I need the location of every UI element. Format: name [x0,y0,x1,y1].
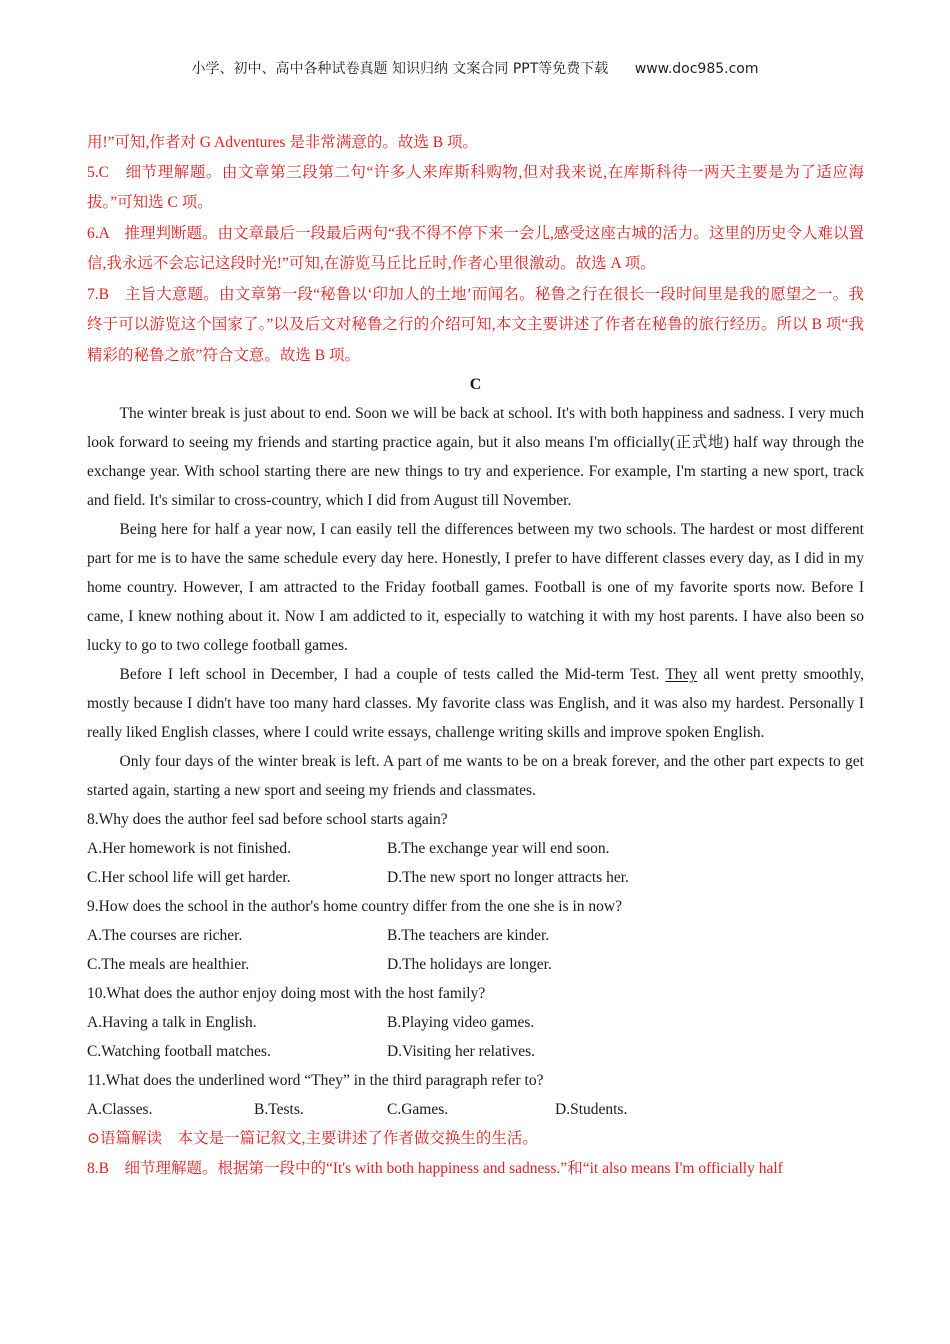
option-8-b: B.The exchange year will end soon. [387,840,610,857]
question-8-options-row-1 [87,834,864,863]
option-8-a: A.Her homework is not finished. [87,840,292,857]
question-8-stem: 8.Why does the author feel sad before school starts again? [87,811,448,828]
option-10-d: D.Visiting her relatives. [387,1043,536,1060]
question-9-options-row-2 [87,950,864,979]
option-9-b: B.The teachers are kinder. [387,927,550,944]
question-9-stem: 9.How does the school in the author's home country differ from the one she is in now? [87,898,622,915]
answer-7: 7.B 主旨大意题。由文章第一段“秘鲁以‘印加人的土地’而闻名。秘鲁之行在很长一段时间里是我的愿望之一。我终于可以游览这个国家了。”以及后文对秘鲁之行的介绍可知,本文主要讲述了作者在秘鲁的旅行经历。所以 B 项“我精彩的秘鲁之旅”符合文意。故选 B 项。 [87,285,864,364]
question-11-stem: 11.What does the underlined word “They” in the third paragraph refer to? [87,1072,544,1089]
option-9-a: A.The courses are richer. [87,927,243,944]
answer-8-start: 8.B 细节理解题。根据第一段中的“It's with both happiness and sadness.”和“it also means I'm officially half [87,1159,783,1177]
question-9-options-row-1 [87,921,864,950]
header-text: 小学、初中、高中各种试卷真题 知识归纳 文案合同 PPT等免费下载 [191,61,609,77]
question-8-options-row-2 [87,863,864,892]
option-8-c: C.Her school life will get harder. [87,869,291,886]
option-11-a: A.Classes. [87,1101,153,1118]
paragraph-3-rest: all went pretty smoothly, mostly because I didn't have too many hard classes. My favorite class was English, and it was also my hardest. Personally I really liked English classes, where I could write essays, challenge writing skills and improve spoken English. [87,666,864,741]
question-11-options-row [87,1095,864,1124]
option-9-c: C.The meals are healthier. [87,956,250,973]
section-title: C [469,376,482,393]
option-10-a: A.Having a talk in English. [87,1014,257,1031]
option-11-d: D.Students. [555,1101,628,1118]
passage-paragraph-2: Being here for half a year now, I can easily tell the differences between my two schools. The hardest or most different part for me is to have the same schedule every day here. Honestly, I prefer to have different classes every day, as I did in my home country. However, I am attracted to the Friday football games. Football is one of my favorite sports now. Before I came, I knew nothing about it. Now I am addicted to it, especially to watching it with my host parents. I have also been so lucky to go to two college football games. [87,521,864,654]
option-11-b: B.Tests. [254,1101,304,1118]
page-header [0,58,950,78]
passage-paragraph-3 [87,660,864,747]
document-body [87,128,864,1183]
answer-line-4-end: 用!”可知,作者对 G Adventures 是非常满意的。故选 B 项。 [87,134,478,151]
answer-5: 5.C 细节理解题。由文章第三段第二句“许多人来库斯科购物,但对我来说,在库斯科待一两天主要是为了适应海拔。”可知选 C 项。 [87,163,864,211]
paragraph-3-start: Before I left school in December, I had a couple of tests called the Mid-term Test. [119,666,666,683]
discourse-analysis: ⊙语篇解读 本文是一篇记叙文,主要讲述了作者做交换生的生活。 [87,1130,538,1147]
underlined-word: They [665,666,698,683]
question-10-options-row-1 [87,1008,864,1037]
passage-paragraph-4: Only four days of the winter break is left. A part of me wants to be on a break forever, and the other part expects to get started again, starting a new sport and seeing my friends and classmates. [87,753,864,799]
question-10-options-row-2 [87,1037,864,1066]
option-8-d: D.The new sport no longer attracts her. [387,869,629,886]
option-11-c: C.Games. [387,1101,449,1118]
option-9-d: D.The holidays are longer. [387,956,552,973]
passage-paragraph-1: The winter break is just about to end. Soon we will be back at school. It's with both happiness and sadness. I very much look forward to seeing my friends and starting practice again, but it also means I'm officially(正式地) half way through the exchange year. With school starting there are new things to try and experience. For example, I'm starting a new sport, track and field. It's similar to cross-country, which I did from August till November. [87,405,864,509]
answer-6: 6.A 推理判断题。由文章最后一段最后两句“我不得不停下来一会儿,感受这座古城的活力。这里的历史令人难以置信,我永远不会忘记这段时光!”可知,在游览马丘比丘时,作者心里很激动。故选 A 项。 [87,224,864,272]
option-10-c: C.Watching football matches. [87,1043,271,1060]
option-10-b: B.Playing video games. [387,1014,535,1031]
question-10-stem: 10.What does the author enjoy doing most with the host family? [87,985,486,1002]
header-site-url[interactable]: www.doc985.com [634,61,759,77]
